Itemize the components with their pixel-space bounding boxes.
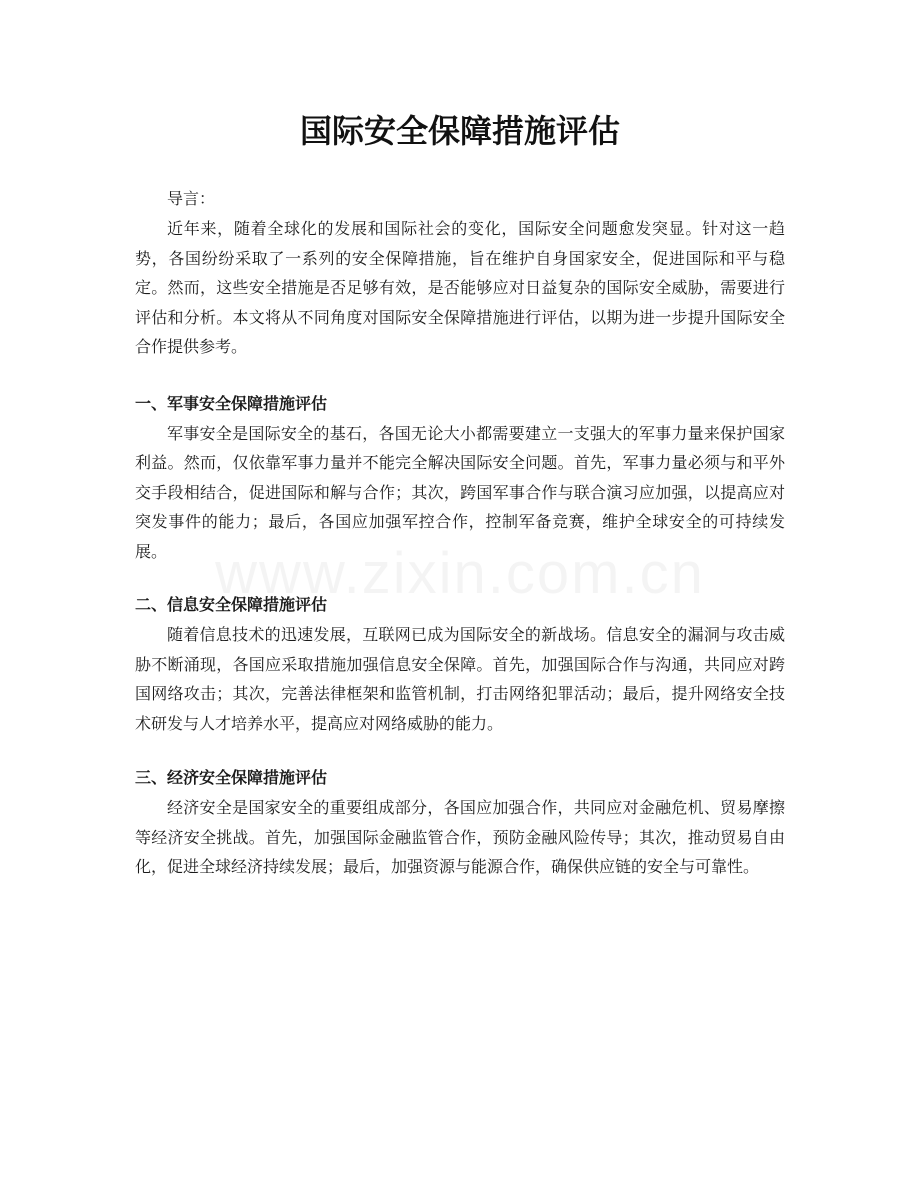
document-title: 国际安全保障措施评估	[299, 112, 620, 150]
section-heading-economic: 三、经济安全保障措施评估	[135, 768, 328, 787]
section-heading-information: 二、信息安全保障措施评估	[135, 595, 328, 614]
section-paragraph-economic: 经济安全是国家安全的重要组成部分，各国应加强合作，共同应对金融危机、贸易摩擦等经济安全挑战。首先，加强国际金融监管合作，预防金融风险传导；其次，推动贸易自由化，促进全球经济持续发展；最后，加强资源与能源合作，确保供应链的安全与可靠性。	[135, 798, 785, 876]
intro-label: 导言：	[167, 189, 216, 208]
document-body	[135, 106, 785, 882]
section-paragraph-military: 军事安全是国际安全的基石，各国无论大小都需要建立一支强大的军事力量来保护国家利益。然而，仅依靠军事力量并不能完全解决国际安全问题。首先，军事力量必须与和平外交手段相结合，促进国际和解与合作；其次，跨国军事合作与联合演习应加强，以提高应对突发事件的能力；最后，各国应加强军控合作，控制军备竞赛，维护全球安全的可持续发展。	[135, 423, 785, 561]
section-heading-military: 一、军事安全保障措施评估	[135, 393, 328, 413]
intro-paragraph: 近年来，随着全球化的发展和国际社会的变化，国际安全问题愈发突显。针对这一趋势，各国纷纷采取了一系列的安全保障措施，旨在维护自身国家安全，促进国际和平与稳定。然而，这些安全措施是否足够有效，是否能够应对日益复杂的国际安全威胁，需要进行评估和分析。本文将从不同角度对国际安全保障措施进行评估，以期为进一步提升国际安全合作提供参考。	[135, 219, 785, 356]
section-paragraph-information: 随着信息技术的迅速发展，互联网已成为国际安全的新战场。信息安全的漏洞与攻击威胁不断涌现，各国应采取措施加强信息安全保障。首先，加强国际合作与沟通，共同应对跨国网络攻击；其次，完善法律框架和监管机制，打击网络犯罪活动；最后，提升网络安全技术研发与人才培养水平，提高应对网络威胁的能力。	[135, 625, 785, 733]
